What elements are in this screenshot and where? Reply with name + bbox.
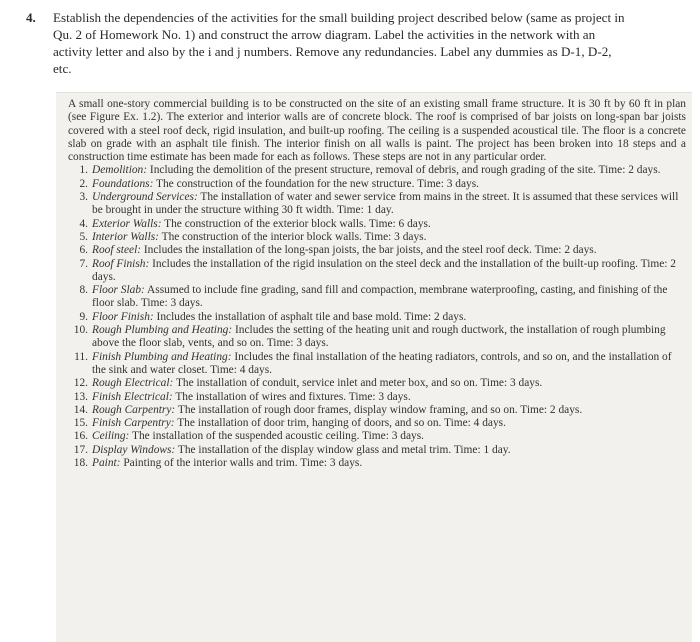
step-number: 3. (79, 191, 88, 204)
step-number: 13. (73, 390, 88, 403)
list-item (68, 377, 686, 390)
step-number: 15. (73, 417, 88, 430)
question-block (26, 9, 626, 77)
list-item (68, 218, 686, 231)
step-number: 4. (79, 217, 88, 230)
list-item (68, 351, 686, 378)
step-title: Rough Carpentry: (92, 403, 176, 416)
step-description: Includes the setting of the heating unit and rough ductwork, the installation of rough plumbing above the floor slab, vents, and so on. Time: 3 days. (92, 324, 666, 350)
step-title: Roof steel: (92, 244, 142, 257)
step-description: The construction of the exterior block walls. Time: 6 days. (161, 217, 431, 230)
step-title: Display Windows: (92, 443, 176, 456)
step-title: Floor Finish: (92, 310, 154, 323)
list-item (68, 191, 686, 218)
step-title: Rough Plumbing and Heating: (92, 324, 233, 337)
step-title: Demolition: (92, 164, 148, 177)
list-item (68, 391, 686, 404)
step-number: 11. (74, 350, 88, 363)
step-number: 10. (73, 324, 88, 337)
step-number: 7. (79, 257, 88, 270)
step-number: 12. (73, 377, 88, 390)
step-title: Roof Finish: (92, 257, 150, 270)
step-description: Includes the final installation of the heating radiators, controls, and so on, and the installation of the sink and water closet. Time: 4 days. (92, 350, 672, 376)
step-number: 9. (79, 310, 88, 323)
step-description: Includes the installation of asphalt tile and base mold. Time: 2 days. (153, 310, 467, 323)
step-title: Finish Plumbing and Heating: (92, 350, 232, 363)
question-text: Establish the dependencies of the activities for the small building project described below (same as project in Qu. 2 of Homework No. 1) and construct the arrow diagram. Label the activities in the network with an activity letter and also by the i and j numbers. Remove any redundancies. Label any dummies as D-1, D-2, etc. (53, 10, 625, 76)
step-number: 16. (73, 430, 88, 443)
step-number: 5. (79, 230, 88, 243)
list-item (68, 324, 686, 351)
step-description: The installation of water and sewer service from mains in the street. It is assumed that these services will be brought in under the structure withing 30 ft width. Time: 1 day. (92, 191, 679, 217)
list-item (68, 164, 686, 177)
step-description: The construction of the foundation for the new structure. Time: 3 days. (153, 177, 480, 190)
step-title: Interior Walls: (92, 230, 159, 243)
list-item (68, 284, 686, 311)
list-item (68, 444, 686, 457)
excerpt-intro: A small one-story commercial building is to be constructed on the site of an existing small frame structure. It is 30 ft by 60 ft in plan (see Figure Ex. 1.2). The exterior and interior walls are of concrete block. The roof is comprised of bar joists on long-span bar joists covered with a steel roof deck, rigid insulation, and built-up roofing. The ceiling is a suspended acoustical tile. The floor is a concrete slab on grade with an asphalt tile finish. The interior finish on all walls is paint. The project has been broken into 18 steps and a construction time estimate has been made for each as follows. These steps are not in any particular order. (68, 98, 686, 164)
list-item (68, 244, 686, 257)
step-number: 8. (79, 284, 88, 297)
list-item (68, 457, 686, 470)
step-description: Painting of the interior walls and trim. Time: 3 days. (120, 457, 363, 470)
step-description: The installation of the display window glass and metal trim. Time: 1 day. (175, 443, 511, 456)
step-title: Rough Electrical: (92, 377, 174, 390)
list-item (68, 404, 686, 417)
step-title: Paint: (92, 457, 121, 470)
step-description: Assumed to include fine grading, sand fill and compaction, membrane waterproofing, casting, and finishing of the floor slab. Time: 3 days. (92, 284, 668, 310)
list-item (68, 178, 686, 191)
step-description: Includes the installation of the rigid insulation on the steel deck and the installation of the built-up roofing. Time: 2 days. (92, 257, 676, 283)
list-item (68, 258, 686, 285)
step-description: The installation of door trim, hanging of doors, and so on. Time: 4 days. (174, 417, 506, 430)
textbook-excerpt (56, 92, 692, 642)
step-title: Finish Carpentry: (92, 417, 175, 430)
step-number: 17. (73, 443, 88, 456)
step-description: The installation of the suspended acoustic ceiling. Time: 3 days. (129, 430, 424, 443)
step-number: 14. (73, 403, 88, 416)
step-title: Finish Electrical: (92, 390, 173, 403)
list-item (68, 417, 686, 430)
step-number: 6. (79, 244, 88, 257)
step-title: Ceiling: (92, 430, 130, 443)
step-number: 18. (73, 457, 88, 470)
step-list (68, 164, 686, 470)
step-description: Including the demolition of the present structure, removal of debris, and rough grading of the site. Time: 2 days. (147, 164, 661, 177)
step-title: Exterior Walls: (92, 217, 162, 230)
step-title: Underground Services: (92, 191, 198, 204)
step-description: The installation of wires and fixtures. Time: 3 days. (172, 390, 411, 403)
list-item (68, 231, 686, 244)
list-item (68, 430, 686, 443)
step-description: The construction of the interior block walls. Time: 3 days. (158, 230, 427, 243)
step-description: Includes the installation of the long-span joists, the bar joists, and the steel roof deck. Time: 2 days. (141, 244, 597, 257)
step-title: Foundations: (92, 177, 154, 190)
step-number: 2. (79, 177, 88, 190)
step-description: The installation of rough door frames, display window framing, and so on. Time: 2 days. (175, 403, 583, 416)
list-item (68, 311, 686, 324)
step-description: The installation of conduit, service inlet and meter box, and so on. Time: 3 days. (173, 377, 543, 390)
step-title: Floor Slab: (92, 284, 145, 297)
step-number: 1. (79, 164, 88, 177)
question-number: 4. (26, 10, 36, 25)
